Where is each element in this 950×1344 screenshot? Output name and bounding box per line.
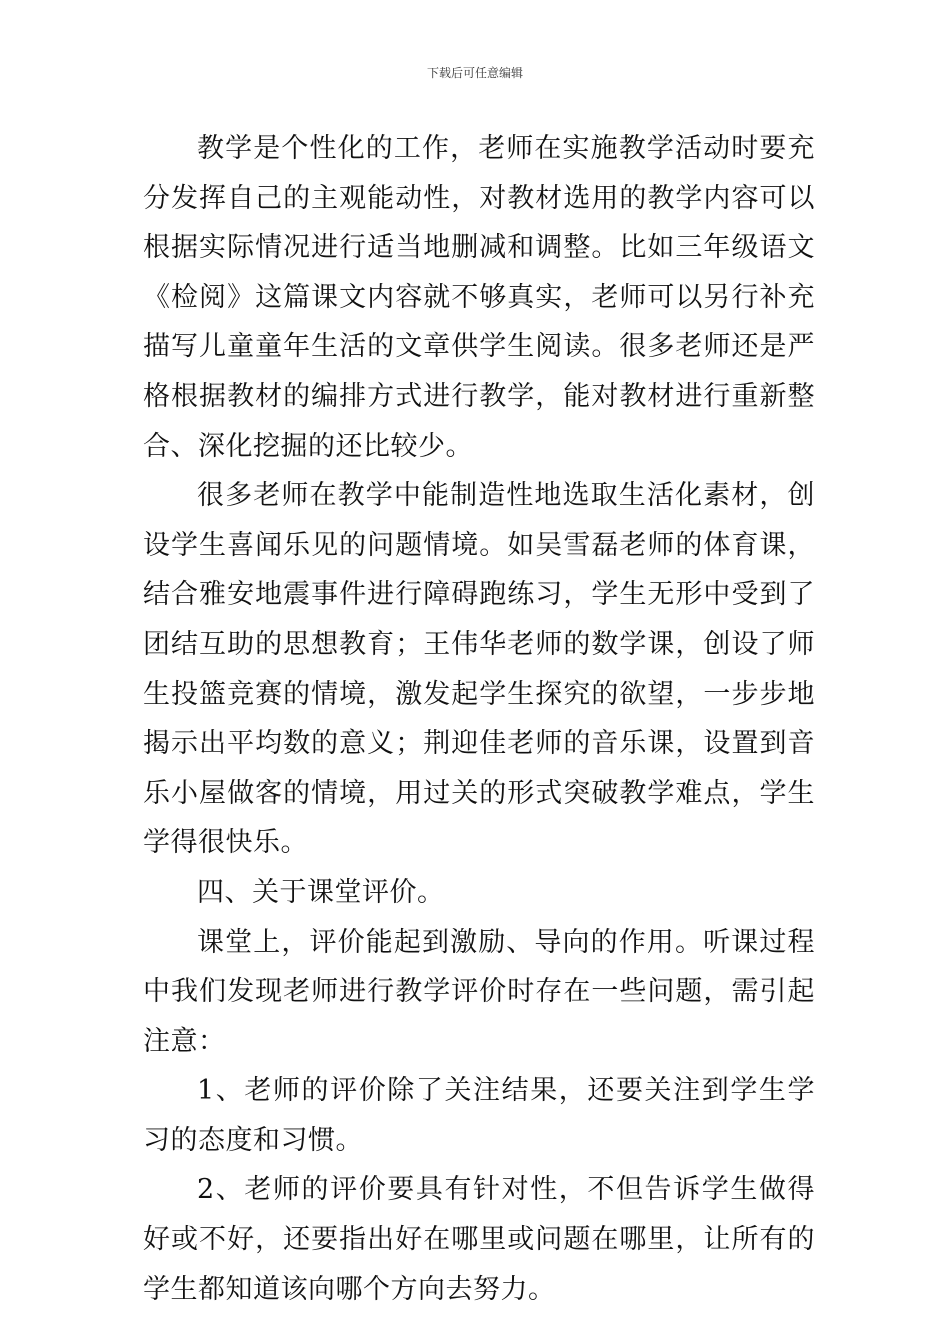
- page-header-note: 下载后可任意编辑: [426, 66, 523, 80]
- paragraph-life-materials: 很多老师在教学中能制造性地选取生活化素材，创设学生喜闻乐见的问题情境。如吴雪磊老师的体育课，结合雅安地震事件进行障碍跑练习，学生无形中受到了团结互助的思想教育；王伟华老师的数学课，创设了师生投篮竞赛的情境，激发起学生探究的欲望，一步步地揭示出平均数的意义；荆迎佳老师的音乐课，设置到音乐小屋做客的情境，用过关的形式突破教学难点，学生学得很快乐。: [143, 480, 815, 859]
- list-item-evaluation-2: 2、老师的评价要具有针对性，不但告诉学生做得好或不好，还要指出好在哪里或问题在哪里，让所有的学生都知道该向哪个方向去努力。: [143, 1174, 815, 1305]
- list-item-evaluation-1: 1、老师的评价除了关注结果，还要关注到学生学习的态度和习惯。: [143, 1075, 815, 1156]
- section-heading-classroom-evaluation: 四、关于课堂评价。: [197, 876, 445, 908]
- document-body: [143, 124, 815, 1314]
- paragraph-teaching-individualization: 教学是个性化的工作，老师在实施教学活动时要充分发挥自己的主观能动性，对教材选用的教学内容可以根据实际情况进行适当地删减和调整。比如三年级语文《检阅》这篇课文内容就不够真实，老师可以另行补充描写儿童童年生活的文章供学生阅读。很多老师还是严格根据教材的编排方式进行教学，能对教材进行重新整合、深化挖掘的还比较少。: [143, 133, 815, 462]
- paragraph-evaluation-intro: 课堂上，评价能起到激励、导向的作用。听课过程中我们发现老师进行教学评价时存在一些问题，需引起注意：: [143, 926, 815, 1057]
